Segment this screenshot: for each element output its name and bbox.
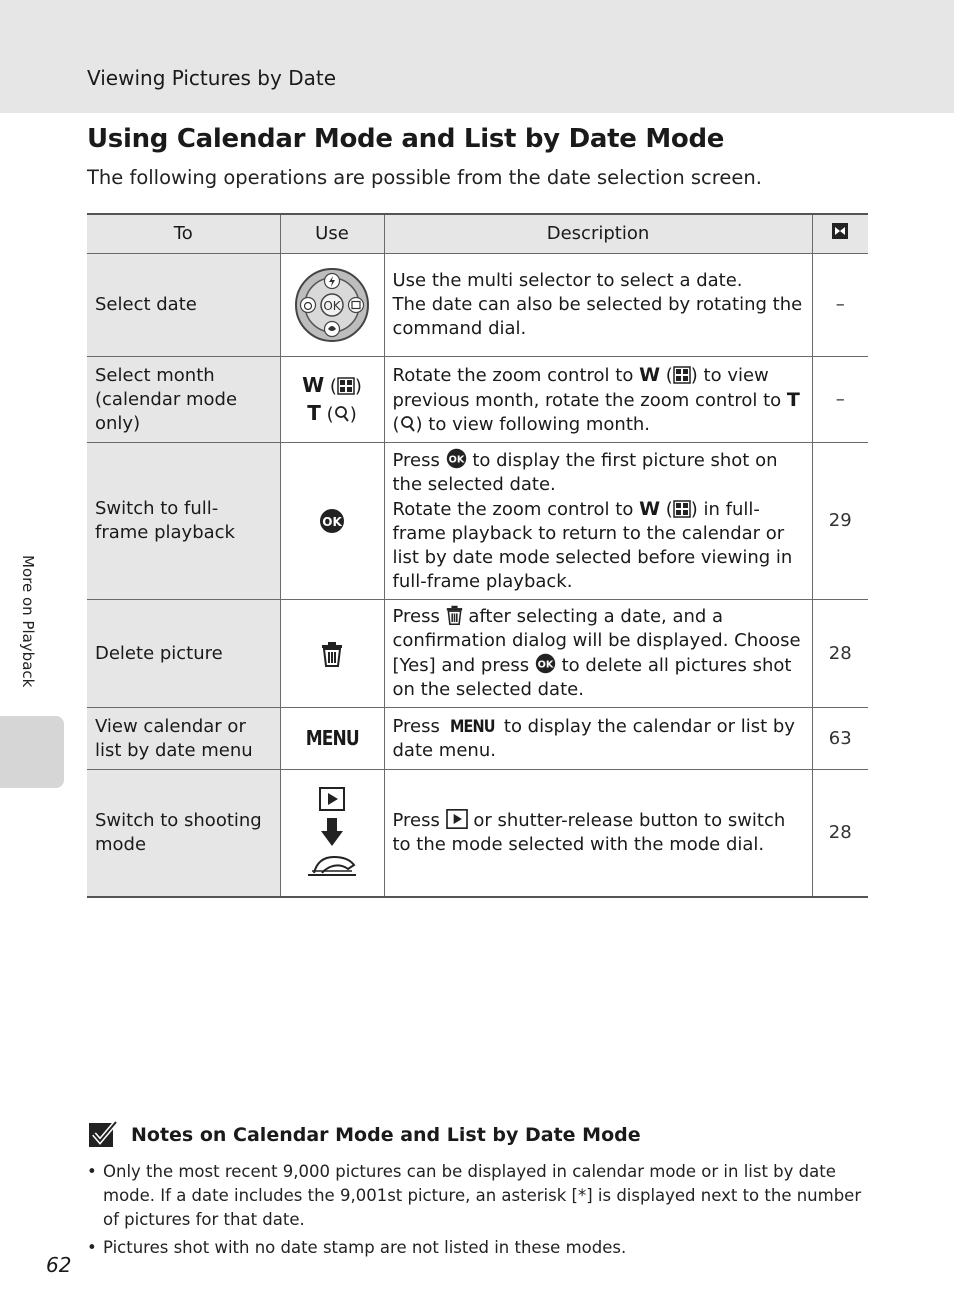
header-to: To [87, 214, 280, 254]
header-description: Description [384, 214, 812, 254]
table-row [87, 600, 868, 708]
trash-icon [446, 605, 463, 625]
thumbnail-icon [673, 500, 691, 518]
description-line: Use the multi selector to select a date. The date can also be selected by rotating the command dial. [392, 270, 803, 339]
description-text: Rotate the zoom control to [392, 499, 640, 520]
menu-button-icon: MENU [449, 716, 495, 737]
page-title: Using Calendar Mode and List by Date Mode [87, 124, 725, 154]
description-text: to display the first picture shot on the selected date. [392, 450, 778, 495]
side-tab [0, 716, 64, 788]
thumbnail-icon [673, 366, 691, 384]
description-text: to display the calendar or list by date menu. [392, 715, 795, 761]
ok-button-icon [535, 653, 556, 674]
row-action: Delete picture [87, 600, 280, 708]
bullet: • [87, 1238, 97, 1257]
zoom-w-letter: W [302, 372, 325, 397]
operations-table [87, 213, 868, 898]
zoom-w-letter: W [639, 498, 661, 520]
row-use [280, 708, 384, 770]
zoom-w-letter: W [639, 363, 661, 386]
row-reference: 28 [812, 770, 868, 897]
list-item [87, 1236, 867, 1260]
playback-button-icon [446, 809, 468, 829]
section-title: Viewing Pictures by Date [87, 66, 336, 90]
magnify-icon [400, 415, 416, 433]
row-description [384, 600, 812, 708]
note-text: Only the most recent 9,000 pictures can be displayed in calendar mode or in list by date mode. If a date includes the 9,001st picture, an asterisk [*] is displayed next to the number of pictures for that date. [103, 1162, 862, 1229]
note-text: Pictures shot with no date stamp are not listed in these modes. [103, 1238, 627, 1257]
multi-selector-icon [294, 267, 370, 343]
description-text: or shutter-release button to switch to the mode selected with the mode dial. [392, 809, 786, 855]
notes-heading: Notes on Calendar Mode and List by Date Mode [131, 1124, 641, 1146]
description-text: to view previous month, rotate the zoom control to [392, 364, 787, 411]
row-description [384, 254, 812, 357]
zoom-t-letter: T [307, 400, 321, 425]
ok-button-icon [446, 448, 467, 469]
table-row [87, 254, 868, 357]
table-header-row [87, 214, 868, 254]
description-text: Press [392, 809, 446, 831]
table-row [87, 443, 868, 600]
description-text: to delete all pictures shot on the selected date. [392, 655, 792, 700]
trash-icon [321, 641, 343, 667]
ok-label: OK [322, 515, 342, 529]
row-action: Select date [87, 254, 280, 357]
description-text: Press [392, 606, 446, 627]
menu-button-icon: MENU [305, 725, 359, 750]
playback-button-icon [319, 787, 345, 811]
description-text: Press [392, 715, 446, 737]
page-intro: The following operations are possible from the date selection screen. [87, 166, 762, 189]
row-description: Rotate the zoom control to W ( ) to view previous month, rotate the zoom control to T ( ) to view following month. [384, 357, 812, 443]
page-reference-icon [831, 222, 849, 240]
row-action: Switch to shooting mode [87, 770, 280, 897]
row-use [280, 770, 384, 897]
row-description [384, 708, 812, 770]
ok-label: OK [537, 659, 554, 671]
svg-text:OK: OK [323, 299, 341, 313]
arrow-down-icon [320, 817, 344, 847]
list-item [87, 1160, 867, 1232]
header-band [0, 0, 954, 113]
row-use [280, 254, 384, 357]
side-label: More on Playback [19, 555, 37, 688]
description-text: after selecting a date, and a confirmation dialog will be displayed. Choose [Yes] and press [392, 606, 801, 676]
description-text: to view following month. [422, 413, 651, 435]
row-reference: 29 [812, 443, 868, 600]
page-number: 62 [46, 1253, 72, 1277]
header-use: Use [280, 214, 384, 254]
description-text: Rotate the zoom control to [392, 364, 640, 386]
row-action: Switch to full-frame playback [87, 443, 280, 600]
row-description [384, 770, 812, 897]
table-row [87, 770, 868, 897]
row-reference: 28 [812, 600, 868, 708]
description-text: in full-frame playback to return to the calendar or list by date mode selected before viewing in full-frame playback. [392, 499, 793, 592]
row-use [280, 443, 384, 600]
table-row [87, 708, 868, 770]
row-use [280, 357, 384, 443]
row-action: View calendar or list by date menu [87, 708, 280, 770]
description-text: Press [392, 450, 446, 471]
thumbnail-icon [337, 377, 355, 395]
row-reference: – [812, 357, 868, 443]
header-reference-icon [812, 214, 868, 254]
zoom-t-magnify-icon: T ( ) [307, 400, 357, 425]
checkmark-note-icon [88, 1120, 118, 1150]
shutter-release-icon [304, 851, 360, 879]
magnify-icon [334, 405, 350, 423]
row-use [280, 600, 384, 708]
row-reference: – [812, 254, 868, 357]
table-row [87, 357, 868, 443]
row-reference: 63 [812, 708, 868, 770]
zoom-t-letter: T [786, 388, 800, 411]
ok-label: OK [448, 454, 464, 466]
ok-button-icon [319, 508, 345, 534]
bullet: • [87, 1162, 97, 1181]
zoom-w-thumbnail-icon: W ( ) [302, 372, 362, 397]
row-action: Select month (calendar mode only) [87, 357, 280, 443]
notes-list [87, 1160, 867, 1264]
row-description: Press OK to display the first picture shot on the selected date. Rotate the zoom control to W ( ) in full-frame playback to return to the calendar or list by date mode selected before viewing in full-frame playback. [384, 443, 812, 600]
